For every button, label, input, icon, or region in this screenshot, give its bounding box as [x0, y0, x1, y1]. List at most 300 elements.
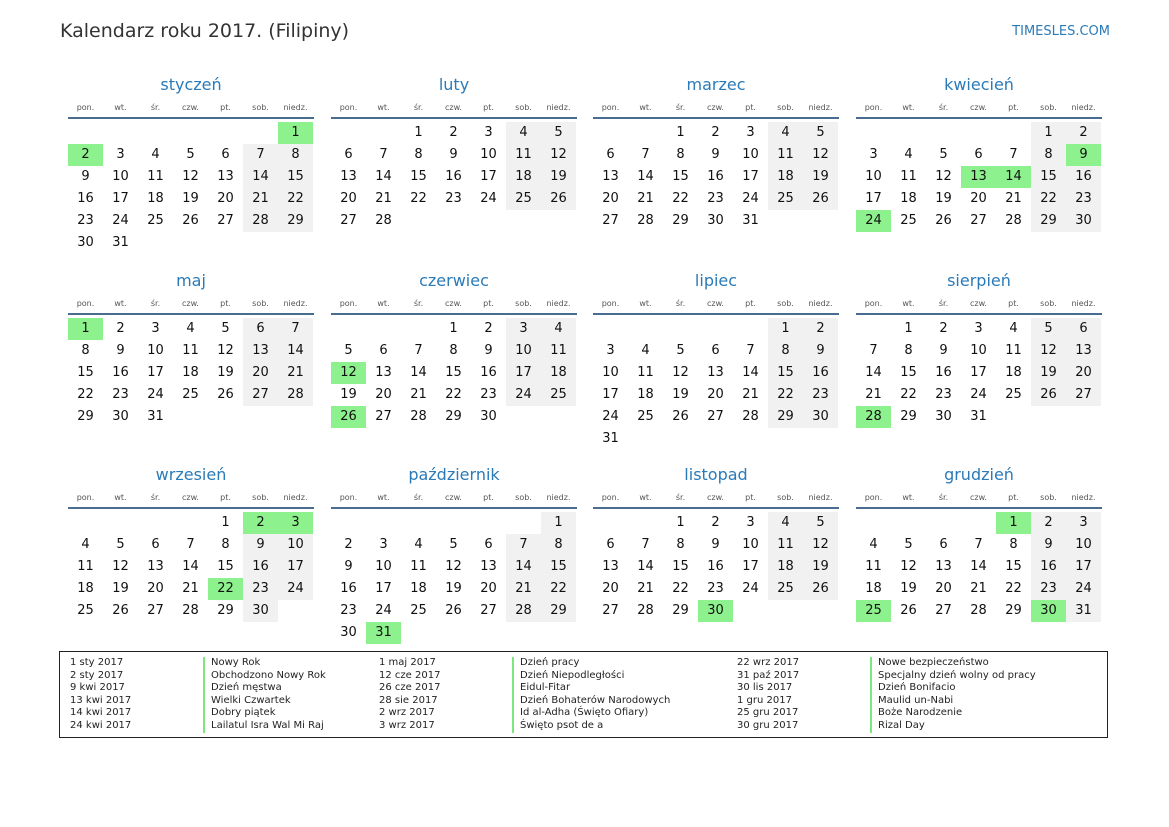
weekend-day-cell: 7 [278, 318, 313, 340]
holiday-legend [59, 651, 1108, 738]
week-row [331, 166, 577, 188]
empty-day-cell [506, 406, 541, 428]
weekend-day-cell: 3 [1066, 512, 1101, 534]
day-cell: 17 [970, 365, 987, 380]
weekday-label: pt. [483, 493, 494, 502]
weekday-label: czw. [707, 299, 724, 308]
day-cell: 16 [445, 169, 462, 184]
legend-date: 13 kwi 2017 [70, 694, 132, 706]
week-row [331, 384, 577, 406]
empty-day-cell [628, 122, 663, 144]
weekend-day-cell: 14 [243, 166, 278, 188]
day-cell: 5 [939, 147, 948, 162]
empty-day-cell [173, 406, 208, 428]
weekday-header [856, 99, 1102, 119]
empty-day-cell [856, 512, 891, 534]
week-row [593, 406, 839, 428]
day-cell: 6 [606, 147, 615, 162]
weekday-header [331, 99, 577, 119]
month-calendar [68, 269, 314, 428]
holiday-day-cell: 31 [366, 622, 401, 644]
empty-day-cell [996, 122, 1031, 144]
weekday-label: śr. [675, 103, 686, 112]
day-cell: 23 [935, 387, 952, 402]
day-cell: 20 [217, 191, 234, 206]
holiday-day-cell: 3 [278, 512, 313, 534]
weekend-day-cell: 28 [506, 600, 541, 622]
empty-day-cell [243, 232, 278, 254]
empty-day-cell [628, 512, 663, 534]
month-name: luty [438, 75, 470, 94]
empty-day-cell [278, 406, 313, 428]
day-cell: 6 [221, 147, 230, 162]
weekend-day-cell: 26 [541, 188, 576, 210]
weekend-day-cell: 29 [768, 406, 803, 428]
day-cell: 11 [865, 559, 882, 574]
weekday-label: czw. [707, 493, 724, 502]
weekday-label: śr. [413, 103, 424, 112]
day-cell: 27 [707, 409, 724, 424]
day-cell: 5 [186, 147, 195, 162]
weekday-label: śr. [938, 299, 949, 308]
week-row [856, 166, 1102, 188]
day-cell: 20 [602, 581, 619, 596]
legend-holiday-name: Specjalny dzień wolny od pracy [870, 670, 1036, 683]
day-cell: 29 [672, 603, 689, 618]
day-cell: 18 [147, 191, 164, 206]
day-cell: 14 [375, 169, 392, 184]
day-cell: 13 [375, 365, 392, 380]
week-row [331, 340, 577, 362]
weekend-day-cell: 22 [541, 578, 576, 600]
legend-date: 24 kwi 2017 [70, 719, 132, 731]
holiday-day-cell: 2 [68, 144, 103, 166]
weekend-day-cell: 1 [768, 318, 803, 340]
week-row [68, 600, 314, 622]
day-cell: 3 [746, 125, 755, 140]
empty-day-cell [803, 428, 838, 450]
weekend-day-cell: 23 [243, 578, 278, 600]
week-row [593, 534, 839, 556]
day-cell: 15 [672, 169, 689, 184]
day-cell: 26 [112, 603, 129, 618]
weekday-label: pon. [76, 493, 95, 502]
day-cell: 31 [147, 409, 164, 424]
day-cell: 19 [112, 581, 129, 596]
weekday-label: czw. [182, 299, 199, 308]
week-row [331, 512, 577, 534]
month-name: wrzesień [155, 465, 227, 484]
weekday-label: niedz. [546, 103, 571, 112]
empty-day-cell [768, 210, 803, 232]
weekday-label: wt. [377, 299, 390, 308]
week-row [68, 318, 314, 340]
weekend-day-cell: 15 [1031, 166, 1066, 188]
month-name: styczeń [160, 75, 222, 94]
holiday-day-cell: 1 [996, 512, 1031, 534]
legend-holiday-name: Obchodzono Nowy Rok [203, 670, 326, 683]
day-cell: 10 [970, 343, 987, 358]
weekday-label: śr. [150, 493, 161, 502]
legend-holiday-name: Lailatul Isra Wal Mi Raj [203, 720, 326, 733]
weekend-day-cell: 7 [243, 144, 278, 166]
weekend-day-cell: 15 [768, 362, 803, 384]
legend-date: 1 sty 2017 [70, 657, 124, 668]
day-cell: 20 [480, 581, 497, 596]
day-cell: 5 [449, 537, 458, 552]
empty-day-cell [698, 318, 733, 340]
day-cell: 8 [414, 147, 423, 162]
legend-name-column [870, 657, 1036, 733]
empty-day-cell [243, 122, 278, 144]
empty-day-cell [401, 210, 436, 232]
empty-day-cell [138, 122, 173, 144]
week-row [856, 340, 1102, 362]
empty-day-cell [803, 210, 838, 232]
day-cell: 15 [77, 365, 94, 380]
weekend-day-cell: 8 [768, 340, 803, 362]
day-cell: 2 [116, 321, 125, 336]
day-cell: 6 [344, 147, 353, 162]
empty-day-cell [663, 318, 698, 340]
weekend-day-cell: 17 [278, 556, 313, 578]
day-cell: 27 [217, 213, 234, 228]
empty-day-cell [628, 428, 663, 450]
week-row [856, 384, 1102, 406]
weekend-day-cell: 23 [1031, 578, 1066, 600]
weekday-header [593, 99, 839, 119]
day-cell: 25 [182, 387, 199, 402]
day-cell: 26 [217, 387, 234, 402]
weekend-day-cell: 12 [803, 144, 838, 166]
week-row [593, 188, 839, 210]
day-cell: 16 [707, 559, 724, 574]
day-cell: 21 [1005, 191, 1022, 206]
weekday-label: niedz. [546, 299, 571, 308]
day-cell: 12 [672, 365, 689, 380]
weekend-day-cell: 16 [1031, 556, 1066, 578]
holiday-day-cell: 14 [996, 166, 1031, 188]
day-cell: 4 [1009, 321, 1018, 336]
empty-day-cell [961, 512, 996, 534]
day-cell: 24 [742, 581, 759, 596]
day-cell: 3 [484, 125, 493, 140]
week-row [331, 362, 577, 384]
page-title: Kalendarz roku 2017. (Filipiny) [60, 20, 350, 42]
weekend-day-cell: 9 [1031, 534, 1066, 556]
day-cell: 23 [77, 213, 94, 228]
day-cell: 6 [151, 537, 160, 552]
empty-day-cell [401, 622, 436, 644]
weekend-day-cell: 20 [243, 362, 278, 384]
weekend-day-cell: 11 [506, 144, 541, 166]
weekend-day-cell: 25 [768, 578, 803, 600]
day-cell: 7 [869, 343, 878, 358]
day-cell: 25 [637, 409, 654, 424]
week-row [856, 188, 1102, 210]
month-name: sierpień [947, 271, 1011, 290]
weekend-day-cell: 16 [1066, 166, 1101, 188]
day-cell: 21 [970, 581, 987, 596]
week-row [593, 384, 839, 406]
week-row [68, 512, 314, 534]
day-cell: 8 [676, 537, 685, 552]
empty-day-cell [68, 512, 103, 534]
day-cell: 21 [637, 191, 654, 206]
weekday-label: wt. [639, 299, 652, 308]
weekday-label: niedz. [808, 299, 833, 308]
week-row [68, 534, 314, 556]
day-cell: 21 [182, 581, 199, 596]
legend-date: 26 cze 2017 [379, 682, 441, 694]
weekday-label: niedz. [283, 103, 308, 112]
weekend-day-cell: 23 [803, 384, 838, 406]
weekend-day-cell: 1 [541, 512, 576, 534]
week-row [331, 578, 577, 600]
day-cell: 15 [445, 365, 462, 380]
weekday-label: śr. [413, 299, 424, 308]
week-row [856, 210, 1102, 232]
day-cell: 15 [672, 559, 689, 574]
weekend-day-cell: 2 [1031, 512, 1066, 534]
week-row [593, 428, 839, 450]
weekend-day-cell: 19 [541, 166, 576, 188]
day-cell: 21 [410, 387, 427, 402]
day-cell: 31 [112, 235, 129, 250]
week-row [331, 210, 577, 232]
day-cell: 17 [602, 387, 619, 402]
day-cell: 1 [449, 321, 458, 336]
weekday-label: czw. [970, 103, 987, 112]
day-cell: 27 [935, 603, 952, 618]
day-cell: 3 [116, 147, 125, 162]
day-cell: 7 [746, 343, 755, 358]
week-row [331, 122, 577, 144]
month-name: maj [176, 271, 206, 290]
day-cell: 13 [480, 559, 497, 574]
week-row [856, 318, 1102, 340]
weekday-label: sob. [515, 493, 532, 502]
day-cell: 2 [484, 321, 493, 336]
legend-name-column [512, 657, 670, 733]
weekday-label: niedz. [808, 103, 833, 112]
day-cell: 9 [81, 169, 90, 184]
week-row [68, 340, 314, 362]
weekend-day-cell: 22 [278, 188, 313, 210]
week-row [68, 578, 314, 600]
month-name: październik [408, 465, 500, 484]
weekday-label: czw. [445, 299, 462, 308]
weekday-label: sob. [252, 103, 269, 112]
weekday-label: wt. [114, 493, 127, 502]
day-cell: 3 [606, 343, 615, 358]
day-cell: 28 [970, 603, 987, 618]
empty-day-cell [173, 232, 208, 254]
day-cell: 24 [602, 409, 619, 424]
day-cell: 31 [742, 213, 759, 228]
day-cell: 31 [970, 409, 987, 424]
legend-date: 30 lis 2017 [737, 682, 793, 694]
day-cell: 19 [340, 387, 357, 402]
day-cell: 12 [900, 559, 917, 574]
weekend-day-cell: 29 [278, 210, 313, 232]
weekday-label: czw. [182, 103, 199, 112]
day-cell: 7 [1009, 147, 1018, 162]
empty-day-cell [366, 122, 401, 144]
day-cell: 30 [480, 409, 497, 424]
day-cell: 3 [746, 515, 755, 530]
day-cell: 3 [869, 147, 878, 162]
day-cell: 3 [379, 537, 388, 552]
day-cell: 25 [900, 213, 917, 228]
legend-date: 30 gru 2017 [737, 719, 799, 731]
weekday-header [856, 295, 1102, 315]
weekday-header [331, 295, 577, 315]
day-cell: 24 [147, 387, 164, 402]
weekday-label: wt. [639, 103, 652, 112]
day-cell: 30 [340, 625, 357, 640]
day-cell: 19 [900, 581, 917, 596]
day-cell: 27 [147, 603, 164, 618]
day-cell: 5 [904, 537, 913, 552]
weekday-label: pt. [1008, 299, 1019, 308]
weekend-day-cell: 13 [243, 340, 278, 362]
weekend-day-cell: 26 [1031, 384, 1066, 406]
day-cell: 1 [676, 125, 685, 140]
empty-day-cell [541, 622, 576, 644]
day-cell: 4 [151, 147, 160, 162]
weekday-label: pon. [339, 103, 358, 112]
legend-date-column [379, 657, 440, 733]
weekday-label: niedz. [1071, 299, 1096, 308]
day-cell: 6 [939, 537, 948, 552]
day-cell: 30 [77, 235, 94, 250]
weekday-label: wt. [377, 103, 390, 112]
weekend-day-cell: 17 [1066, 556, 1101, 578]
day-cell: 19 [935, 191, 952, 206]
day-cell: 21 [637, 581, 654, 596]
day-cell: 24 [742, 191, 759, 206]
weekday-header [68, 295, 314, 315]
empty-day-cell [331, 318, 366, 340]
month-calendar [331, 463, 577, 644]
weekend-day-cell: 25 [506, 188, 541, 210]
weekend-day-cell: 8 [541, 534, 576, 556]
weekday-label: pon. [76, 299, 95, 308]
day-cell: 8 [221, 537, 230, 552]
day-cell: 7 [974, 537, 983, 552]
empty-day-cell [856, 122, 891, 144]
weekend-day-cell: 6 [1066, 318, 1101, 340]
day-cell: 26 [672, 409, 689, 424]
month-calendar [856, 269, 1102, 428]
week-row [593, 144, 839, 166]
legend-date: 28 sie 2017 [379, 694, 438, 706]
brand-link[interactable]: TIMESLES.COM [1012, 24, 1110, 39]
day-cell: 7 [641, 147, 650, 162]
weekend-day-cell: 5 [803, 122, 838, 144]
weekend-day-cell: 21 [243, 188, 278, 210]
day-cell: 18 [1005, 365, 1022, 380]
day-cell: 12 [935, 169, 952, 184]
week-row [593, 362, 839, 384]
weekend-day-cell: 5 [803, 512, 838, 534]
day-cell: 14 [182, 559, 199, 574]
week-row [593, 318, 839, 340]
day-cell: 13 [340, 169, 357, 184]
week-row [68, 144, 314, 166]
month-name: kwiecień [944, 75, 1014, 94]
weekend-day-cell: 15 [541, 556, 576, 578]
weekend-day-cell: 15 [278, 166, 313, 188]
weekend-day-cell: 24 [1066, 578, 1101, 600]
legend-holiday-name: Eidul-Fitar [512, 682, 670, 695]
holiday-day-cell: 30 [698, 600, 733, 622]
holiday-day-cell: 26 [331, 406, 366, 428]
legend-holiday-name: Maulid un-Nabi [870, 695, 1036, 708]
empty-day-cell [331, 512, 366, 534]
day-cell: 2 [711, 125, 720, 140]
day-cell: 22 [445, 387, 462, 402]
day-cell: 28 [375, 213, 392, 228]
holiday-day-cell: 1 [68, 318, 103, 340]
weekend-day-cell: 14 [278, 340, 313, 362]
week-row [331, 556, 577, 578]
day-cell: 7 [414, 343, 423, 358]
weekday-label: pt. [483, 103, 494, 112]
empty-day-cell [733, 428, 768, 450]
weekend-day-cell: 8 [278, 144, 313, 166]
holiday-day-cell: 24 [856, 210, 891, 232]
day-cell: 1 [676, 515, 685, 530]
legend-name-column [203, 657, 326, 733]
day-cell: 25 [410, 603, 427, 618]
day-cell: 11 [637, 365, 654, 380]
weekday-label: niedz. [546, 493, 571, 502]
day-cell: 22 [672, 191, 689, 206]
weekday-label: pt. [745, 103, 756, 112]
empty-day-cell [138, 512, 173, 534]
month-name: grudzień [944, 465, 1014, 484]
weekday-label: śr. [675, 493, 686, 502]
weekday-label: śr. [150, 103, 161, 112]
empty-day-cell [593, 122, 628, 144]
empty-day-cell [506, 512, 541, 534]
weekday-label: pt. [745, 299, 756, 308]
day-cell: 31 [602, 431, 619, 446]
day-cell: 28 [410, 409, 427, 424]
day-cell: 23 [112, 387, 129, 402]
day-cell: 30 [112, 409, 129, 424]
day-cell: 4 [641, 343, 650, 358]
holiday-day-cell: 2 [243, 512, 278, 534]
week-row [593, 556, 839, 578]
week-row [593, 166, 839, 188]
day-cell: 26 [182, 213, 199, 228]
empty-day-cell [891, 122, 926, 144]
day-cell: 16 [935, 365, 952, 380]
empty-day-cell [471, 210, 506, 232]
day-cell: 17 [480, 169, 497, 184]
weekend-day-cell: 28 [278, 384, 313, 406]
day-cell: 13 [935, 559, 952, 574]
empty-day-cell [506, 622, 541, 644]
weekday-label: pt. [745, 493, 756, 502]
month-name: listopad [684, 465, 748, 484]
empty-day-cell [278, 232, 313, 254]
weekday-label: czw. [970, 493, 987, 502]
empty-day-cell [856, 318, 891, 340]
